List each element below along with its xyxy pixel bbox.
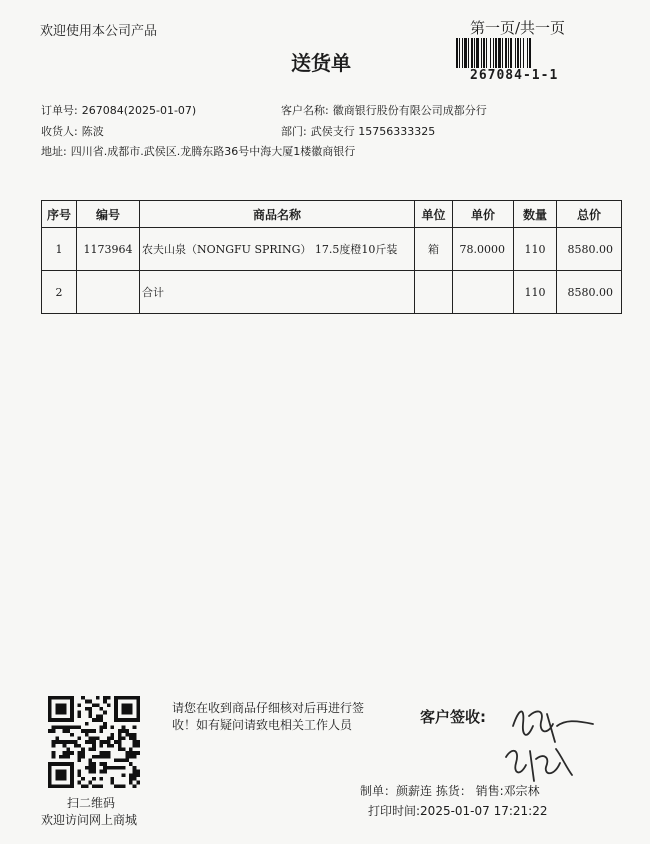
column-header: 商品名称	[140, 201, 415, 228]
customer-name-line	[281, 102, 487, 118]
item-unit	[415, 271, 453, 314]
receiver-signature-icon	[500, 737, 580, 787]
item-unit-price: 78.0000	[453, 228, 514, 271]
table-row	[42, 228, 622, 271]
order-number-line	[41, 102, 196, 118]
document-title: 送货单	[291, 51, 351, 75]
column-header: 序号	[42, 201, 77, 228]
item-code: 1173964	[77, 228, 140, 271]
page-indicator: 第一页/共一页	[470, 19, 566, 37]
address-value: 四川省.成都市.武侯区.龙腾东路36号中海大厦1楼徽商银行	[70, 145, 356, 158]
items-table	[41, 200, 622, 314]
address-line	[41, 143, 355, 159]
qr-code-icon	[48, 696, 140, 788]
print-time: 打印时间:2025-01-07 17:21:22	[368, 804, 548, 818]
qr-subcaption: 欢迎访问网上商城	[41, 813, 138, 827]
column-header: 单位	[415, 201, 453, 228]
welcome-text: 欢迎使用本公司产品	[40, 24, 158, 39]
total-label: 合计	[140, 271, 415, 314]
item-unit-price	[453, 271, 514, 314]
column-header: 总价	[557, 201, 622, 228]
address-label: 地址:	[41, 145, 67, 158]
customer-name-value: 徽商银行股份有限公司成都分行	[332, 104, 487, 117]
item-code	[77, 271, 140, 314]
item-name: 农夫山泉（NONGFU SPRING） 17.5度橙10斤装	[140, 228, 415, 271]
table-row	[42, 271, 622, 314]
order-number-label: 订单号:	[41, 104, 78, 117]
grand-total: 8580.00	[557, 271, 622, 314]
barcode-number: 267084-1-1	[470, 68, 559, 83]
order-number-value: 267084(2025-01-07)	[81, 104, 197, 117]
column-header: 编号	[77, 201, 140, 228]
item-total: 8580.00	[557, 228, 622, 271]
barcode-icon	[456, 38, 566, 68]
table-header-row	[42, 201, 622, 228]
item-unit: 箱	[415, 228, 453, 271]
column-header: 单价	[453, 201, 514, 228]
qr-caption: 扫二维码	[67, 796, 116, 810]
row-index: 1	[42, 228, 77, 271]
inspection-notice: 请您在收到商品仔细核对后再进行签收！如有疑问请致电相关工作人员	[172, 701, 365, 732]
item-quantity: 110	[514, 228, 557, 271]
staff-line: 制单：颜薪连 拣货： 销售:邓宗林	[360, 784, 540, 798]
department-line	[281, 123, 435, 139]
total-quantity: 110	[514, 271, 557, 314]
receiver-line	[41, 123, 104, 139]
department-value: 武侯支行 15756333325	[310, 125, 436, 138]
department-label: 部门:	[281, 125, 307, 138]
customer-name-label: 客户名称:	[281, 104, 329, 117]
receiver-label: 收货人:	[41, 125, 78, 138]
column-header: 数量	[514, 201, 557, 228]
customer-sign-label: 客户签收:	[420, 708, 486, 726]
receiver-value: 陈波	[81, 125, 104, 138]
row-index: 2	[42, 271, 77, 314]
